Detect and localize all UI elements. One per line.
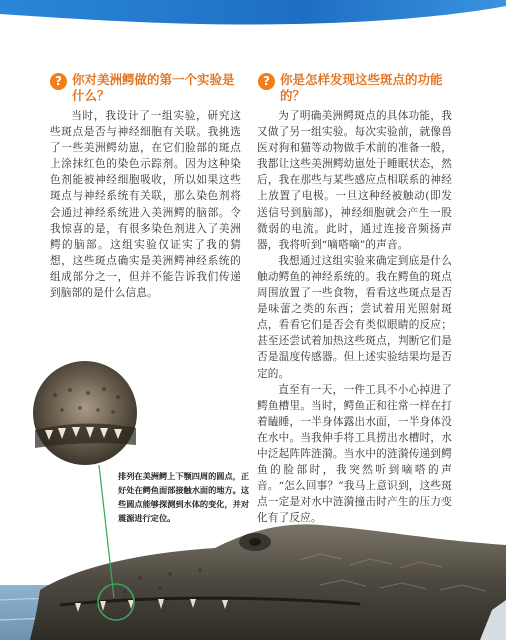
right-question-text: 你是怎样发现这些斑点的功能的？ [280,72,443,103]
question-mark-icon: ? [50,73,67,90]
left-question-text: 你对美洲鳄做的第一个实验是什么？ [72,72,235,103]
right-paragraph-3: 直至有一天，一件工具不小心掉进了鳄鱼槽里。当时，鳄鱼正和往常一样在打着瞌睡，一半身体露出水面，一半身体没在水中。当我伸手将工具捞出水槽时，水中泛起阵阵涟漪。当水中的涟漪传递到鳄鱼的脸部时，我突然听到嘀嗒的声音。“怎么回事？”我马上意识到，这些斑点一定是对水中涟漪撞击时产生的压力变化有了反应。 [257,383,452,525]
jaw-closeup-photo [33,361,137,465]
left-question-heading [50,72,240,104]
alligator-photo [30,524,506,640]
photo-caption: 排列在美洲鳄上下颚四周的圆点，正好处在鳄鱼面部接触水面的地方。这些圆点能够探测到水体的变化，并对震源进行定位。 [118,471,250,523]
right-paragraph-1: 为了明确美洲鳄斑点的具体功能，我又做了另一组实验。每次实验前，就像兽医对狗和猫等动物做手术前的准备一般，我都让这些美洲鳄幼崽处于睡眠状态，然后，我在那些与某些感应点相联系的神经上放置了电极。一旦这种经被触动(即发送信号到脑部)，神经细胞就会产生一股微弱的电流。此时，通过连接音频扬声器，我将听到“嘀嗒嘀”的声音。 [257,110,452,251]
question-mark-icon: ? [258,73,275,90]
right-question-heading [258,72,453,104]
left-paragraph: 当时，我设计了一组实验，研究这些斑点是否与神经细胞有关联。我挑选了一些美洲鳄幼崽，在它们脸部的斑点上涂抹红色的染色示踪剂。因为这种染色剂能被神经细胞吸收，所以如果这些斑点与神经系统有关联，那么染色剂将会通过神经系统进入美洲鳄的脑部。令我惊喜的是，有很多染色剂进入了美洲鳄的脑部。这组实验仅证实了我的猜想，这些斑点确实是美洲鳄神经系统的组成部分之一，但并不能告诉我们传递到脑部的是什么信息。 [50,110,241,300]
right-paragraph-2: 我想通过这组实验来确定到底是什么触动鳄鱼的神经系统的。我在鳄鱼的斑点周围放置了一些食物，看看这些斑点是否是味蕾之类的东西；尝试着用光照射斑点，看看它们是否会有类似眼睛的反应；甚至还尝试着加热这些斑点，判断它们是否是温度传感器。但上述实验结果均是否定的。 [257,254,452,380]
right-body-text [257,108,452,526]
left-body-text [50,108,241,301]
